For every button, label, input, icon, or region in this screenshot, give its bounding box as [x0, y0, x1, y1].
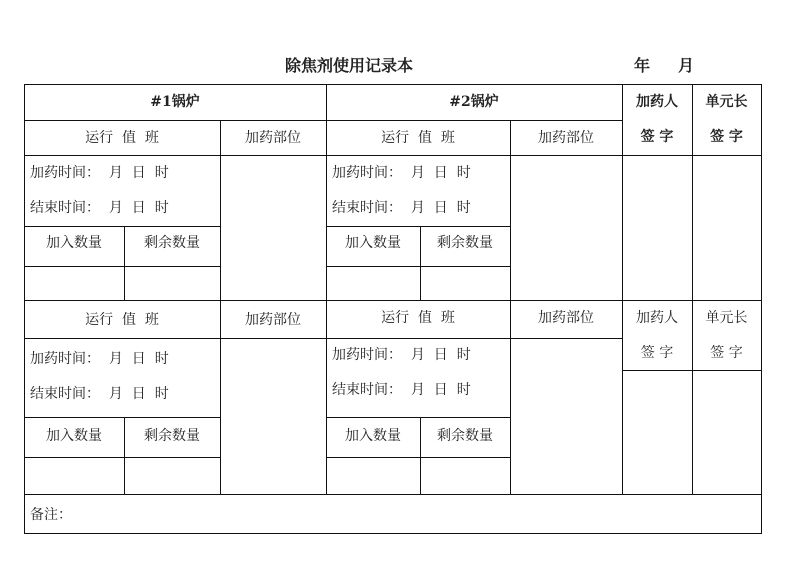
- unit-head-label: 单元长: [705, 310, 748, 326]
- duty-shift-label: 运行 值 班: [85, 130, 159, 146]
- duty-shift-label: 运行 值 班: [381, 310, 455, 326]
- duty-shift-label: 运行 值 班: [85, 312, 159, 328]
- dose-person-sign-label: 签 字: [640, 129, 674, 145]
- boiler1-title: #1锅炉: [150, 94, 200, 110]
- page-title: 除焦剂使用记录本: [285, 56, 414, 75]
- remaining-quantity-label: 剩余数量: [144, 428, 200, 444]
- dosing-position-label: 加药部位: [245, 312, 301, 328]
- added-quantity-label: 加入数量: [46, 428, 102, 444]
- added-quantity-label: 加入数量: [345, 235, 401, 251]
- unit-head-sign-label: 签 字: [710, 129, 743, 145]
- dosing-position-label: 加药部位: [538, 130, 594, 146]
- boiler2-title: #2锅炉: [449, 94, 499, 110]
- dosing-end-time-label: 结束时间： 月 日 时: [332, 382, 471, 398]
- dosing-position-label: 加药部位: [538, 310, 594, 326]
- month-label: 月: [678, 56, 695, 75]
- duty-shift-label: 运行 值 班: [381, 130, 455, 146]
- dosing-start-time-label: 加药时间： 月 日 时: [30, 165, 169, 181]
- unit-head-label: 单元长: [705, 94, 748, 110]
- dosing-start-time-label: 加药时间： 月 日 时: [332, 165, 471, 181]
- dosing-position-label: 加药部位: [245, 130, 301, 146]
- remarks-label: 备注：: [30, 507, 72, 523]
- dosing-end-time-label: 结束时间： 月 日 时: [30, 200, 169, 216]
- dosing-start-time-label: 加药时间： 月 日 时: [30, 351, 169, 367]
- dose-person-label: 加药人: [636, 94, 678, 110]
- remaining-quantity-label: 剩余数量: [144, 235, 200, 251]
- year-label: 年: [634, 56, 651, 75]
- remaining-quantity-label: 剩余数量: [437, 428, 493, 444]
- dose-person-sign-label: 签 字: [640, 345, 674, 361]
- unit-head-sign-label: 签 字: [710, 345, 743, 361]
- added-quantity-label: 加入数量: [345, 428, 401, 444]
- dose-person-label: 加药人: [636, 310, 678, 326]
- dosing-end-time-label: 结束时间： 月 日 时: [30, 386, 169, 402]
- dosing-start-time-label: 加药时间： 月 日 时: [332, 347, 471, 363]
- added-quantity-label: 加入数量: [46, 235, 102, 251]
- dosing-end-time-label: 结束时间： 月 日 时: [332, 200, 471, 216]
- remaining-quantity-label: 剩余数量: [437, 235, 493, 251]
